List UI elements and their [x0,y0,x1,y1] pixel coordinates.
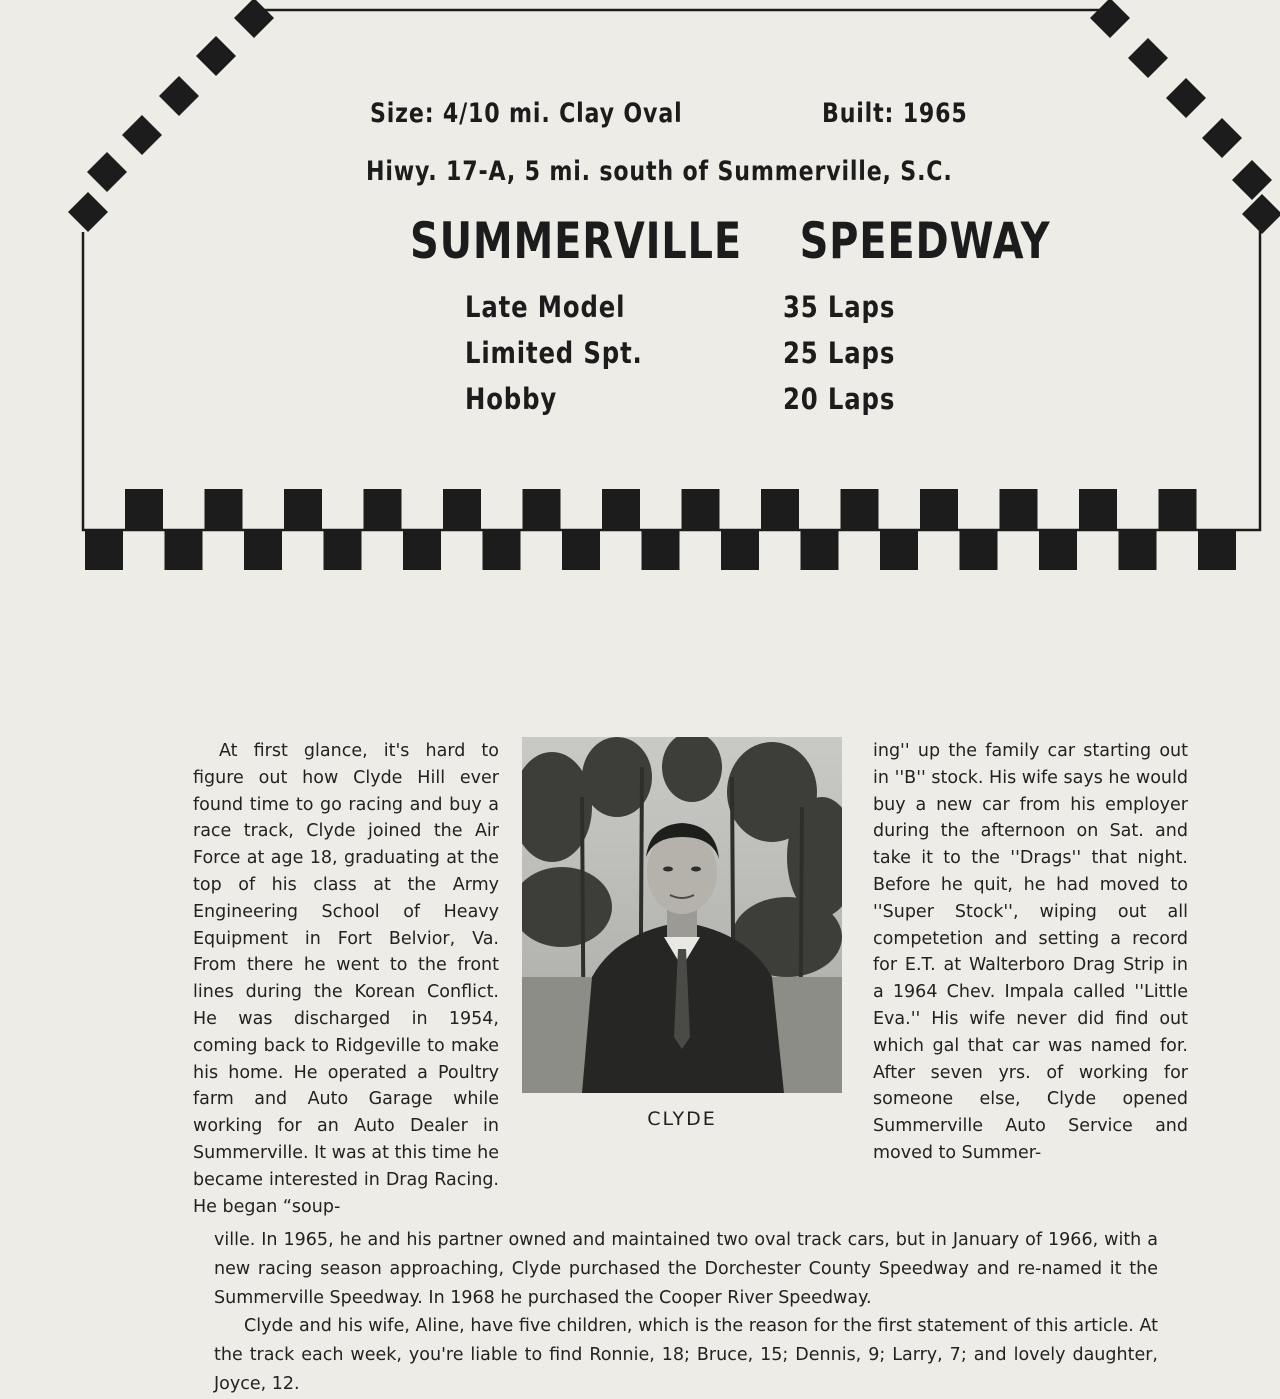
checker-square [1166,78,1206,118]
checker-square [165,530,203,570]
checker-square [642,530,680,570]
checker-square [841,489,879,530]
checker-square [562,530,600,570]
checker-square [159,76,199,116]
article-left-column [193,738,499,1220]
checker-square [244,530,282,570]
article-bottom-section [214,1226,1158,1399]
checker-square [205,489,243,530]
checker-square [1232,160,1272,200]
article-right-text: ing'' up the family car starting out in ''B'' stock. His wife says he would buy a new car from his employer during the afternoon on Sat. and take it to the ''Drags'' that night. Before he quit, he had moved to ''Super Stock'', wiping out all competetion and setting a record for E.T. at Walterboro Drag Strip in a 1964 Chev. Impala called ''Little Eva.'' His wife never did find out which gal that car was named for. After seven yrs. of working for someone else, Clyde opened Summerville Auto Service and moved to Summer- [873,741,1188,1163]
checker-square [1159,489,1197,530]
checker-square [682,489,720,530]
clyde-portrait-photo [522,737,842,1093]
checker-square [234,0,274,38]
checker-square [523,489,561,530]
checker-square [87,152,127,192]
speedway-title [410,212,1050,270]
checker-square [483,530,521,570]
race-class-laps: 20 Laps [783,382,896,416]
race-class-name: Late Model [465,290,626,324]
built-year-label: Built: 1965 [822,98,968,129]
checker-square [1198,530,1236,570]
article-right-column [873,738,1188,1167]
race-class-name: Limited Spt. [465,336,643,370]
checker-square [364,489,402,530]
checkered-flag-border [0,0,1280,600]
checker-square [960,530,998,570]
checker-square [125,489,163,530]
checker-square [324,530,362,570]
article-bottom-paragraph: Clyde and his wife, Aline, have five children, which is the reason for the first statement of this article. At the track each week, you're liable to find Ronnie, 18; Bruce, 15; Dennis, 9; Larry, 7; and lovely daughter, Joyce, 12. [214,1316,1158,1394]
checker-square [1202,118,1242,158]
checker-square [801,530,839,570]
checker-square [721,530,759,570]
race-class-laps: 25 Laps [783,336,896,370]
photo-caption: CLYDE [647,1108,717,1130]
checker-square [85,530,123,570]
title-word-2: SPEEDWAY [799,212,1051,270]
checker-square [1128,38,1168,78]
checker-square [1039,530,1077,570]
checker-square [284,489,322,530]
article-left-text: At first glance, it's hard to figure out how Clyde Hill ever found time to go racing and buy a race track, Clyde joined the Air Force at age 18, graduating at the top of his class at the Army Engineering School of Heavy Equipment in Fort Belvior, Va. From there he went to the front lines during the Korean Conflict. He was discharged in 1954, coming back to Ridgeville to make his home. He operated a Poultry farm and Auto Garage while working for an Auto Dealer in Summerville. It was at this time he became interested in Drag Racing. He began “soup- [193,741,499,1217]
checker-square [68,192,108,232]
checker-square [1119,530,1157,570]
checker-square [920,489,958,530]
race-class-name: Hobby [465,382,558,416]
checker-square [443,489,481,530]
checker-square [1000,489,1038,530]
checker-square [602,489,640,530]
track-size-label: Size: 4/10 mi. Clay Oval [370,98,683,129]
article-bottom-paragraph: ville. In 1965, he and his partner owned and maintained two oval track cars, but in January of 1966, with a new racing season approaching, Clyde purchased the Dorchester County Speedway and re-named it the Summerville Speedway. In 1968 he purchased the Cooper River Speedway. [214,1230,1158,1308]
race-class-laps: 35 Laps [783,290,896,324]
location-label: Hiwy. 17-A, 5 mi. south of Summerville, S.C. [366,156,953,187]
checker-square [1090,0,1130,38]
checker-square [122,115,162,155]
checker-square [403,530,441,570]
checker-square [880,530,918,570]
checker-square [1079,489,1117,530]
title-word-1: SUMMERVILLE [410,212,742,270]
checker-square [761,489,799,530]
checker-square [196,36,236,76]
